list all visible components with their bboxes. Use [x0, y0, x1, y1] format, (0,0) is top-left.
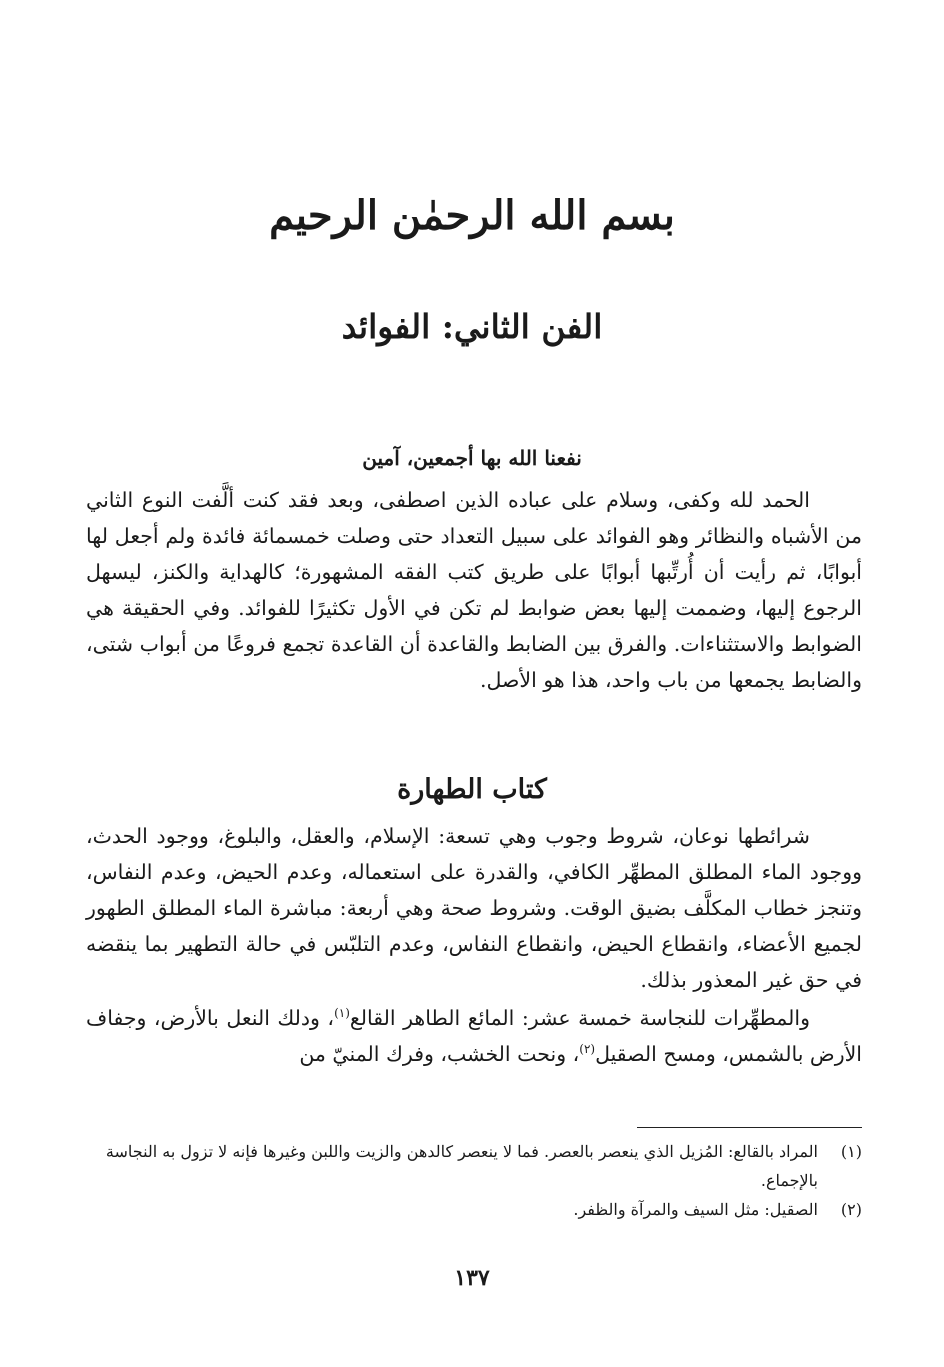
footnote-item: [86, 1195, 862, 1224]
section-title: الفن الثاني: الفوائد: [341, 307, 603, 346]
intro-paragraph: الحمد لله وكفى، وسلام على عباده الذين اصطفى، وبعد فقد كنت ألَّفت النوع الثاني من الأشباه والنظائر وهو الفوائد على سبيل التعداد حتى وصلت خمسمائة فائدة ولم أجعل لها أبوابًا، ثم رأيت أن أُرتِّبها أبوابًا على طريق كتب الفقه المشهورة؛ كالهداية والكنز، ليسهل الرجوع إليها، وضممت إليها بعض ضوابط لم تكن في الأول تكثيرًا للفوائد. وفي الحقيقة هي الضوابط والاستثناءات. والفرق بين الضابط والقاعدة أن القاعدة تجمع فروعًا من أبواب شتى، والضابط يجمعها من باب واحد، هذا هو الأصل.: [86, 488, 862, 692]
footnote-item: [86, 1137, 862, 1195]
dua-subheading: نفعنا الله بها أجمعين، آمين: [362, 446, 582, 470]
footnote-number: (٢): [840, 1200, 862, 1219]
footnote-number: (١): [840, 1142, 862, 1161]
chapter-title: كتاب الطهارة: [397, 774, 547, 805]
purifiers-text-3: ، ونحت الخشب، وفرك المنيّ من: [299, 1042, 580, 1066]
intro-section: [86, 482, 862, 698]
footnote-ref-1[interactable]: (١): [334, 1006, 350, 1021]
purifiers-text-1: والمطهِّرات للنجاسة خمسة عشر: المائع الطاهر القالع: [349, 1006, 810, 1030]
footnote-text: الصقيل: مثل السيف والمرآة والظفر.: [573, 1200, 818, 1219]
conditions-paragraph: شرائطها نوعان، شروط وجوب وهي تسعة: الإسلام، والعقل، والبلوغ، ووجود الحدث، ووجود الماء المطلق المطهِّر الكافي، والقدرة على استعماله، وعدم الحيض، وعدم النفاس، وتنجز خطاب المكلَّف بضيق الوقت. وشروط صحة وهي أربعة: مباشرة الماء المطلق الطهور لجميع الأعضاء، وانقطاع الحيض، وانقطاع النفاس، وعدم التلبّس في حالة التطهير بما ينقضه في حق غير المعذور بذلك.: [86, 824, 862, 992]
footnote-ref-2[interactable]: (٢): [579, 1042, 596, 1057]
basmala-heading: بسم الله الرحمٰن الرحيم: [269, 192, 675, 239]
purifiers-paragraph: [86, 1000, 862, 1072]
purity-section: [86, 818, 862, 1072]
footnote-divider: [637, 1127, 862, 1128]
page-number: ١٣٧: [454, 1265, 490, 1291]
footnotes: [86, 1137, 862, 1224]
footnote-text: المراد بالقالع: المُزيل الذي ينعصر بالعصر. فما لا ينعصر كالدهن والزيت واللبن وغيرها فإنه لا تزول به النجاسة بالإجماع.: [105, 1142, 818, 1190]
purifiers-text-2: ، ودلك النعل بالأرض، وجفاف الأرض بالشمس، ومسح الصقيل: [86, 1006, 862, 1066]
